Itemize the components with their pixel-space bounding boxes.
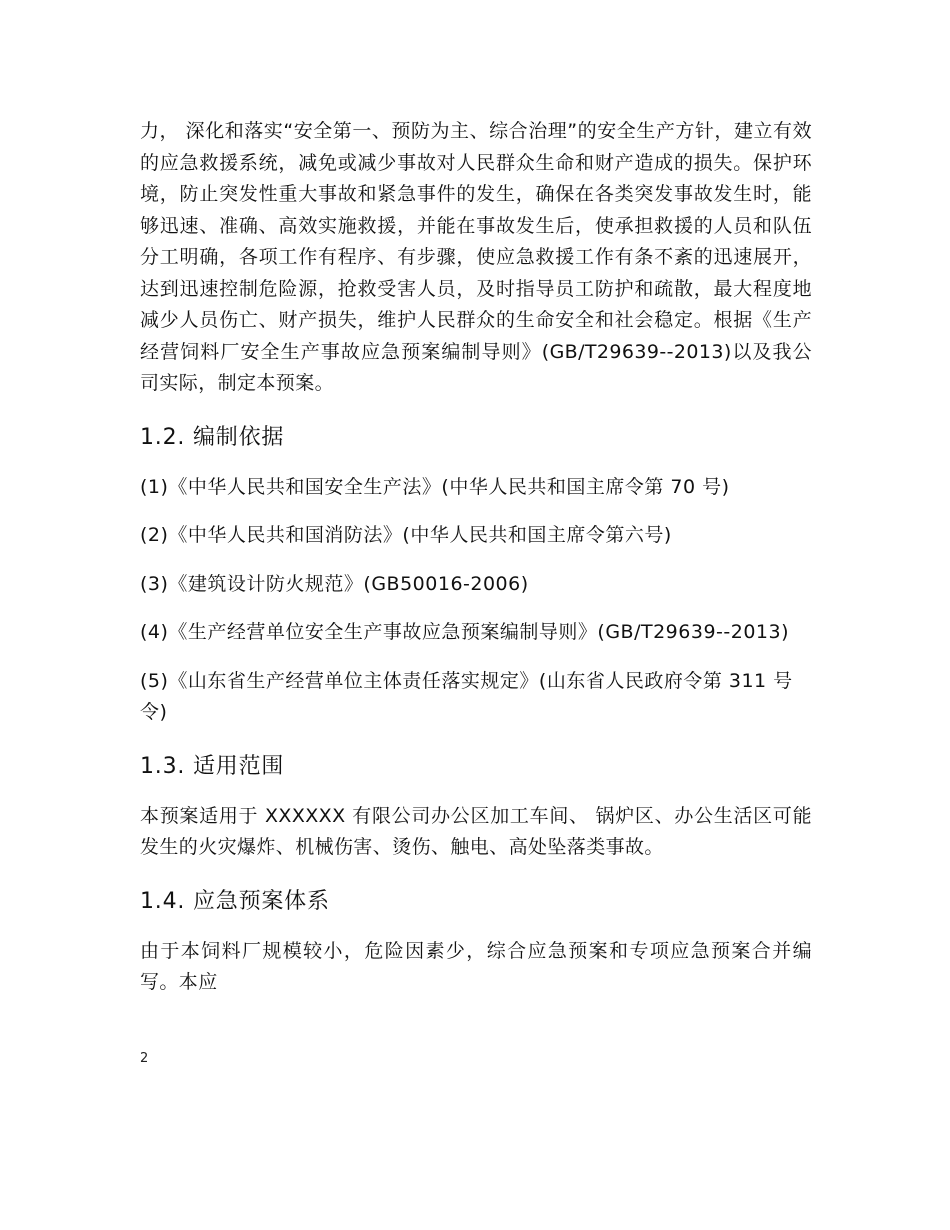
basis-item-1: (1)《中华人民共和国安全生产法》(中华人民共和国主席令第 70 号) xyxy=(140,475,730,498)
section-heading-scope: 1.3. 适用范围 xyxy=(140,753,285,779)
basis-item-4: (4)《生产经营单位安全生产事故应急预案编制导则》(GB/T29639--2013) xyxy=(140,621,790,643)
intro-paragraph: 力， 深化和落实“安全第一、预防为主、综合治理”的安全生产方针，建立有效的应急救援系统，减免或减少事故对人民群众生命和财产造成的损失。保护环境，防止突发性重大事故和紧急事件的发生，确保在各类突发事故发生时，能够迅速、准确、高效实施救援，并能在事故发生后，使承担救援的人员和队伍分工明确，各项工作有程序、有步骤，使应急救援工作有条不紊的迅速展开，达到迅速控制危险源，抢救受害人员，及时指导员工防护和疏散，最大程度地减少人员伤亡、财产损失，维护人民群众的生命安全和社会稳定。根据《生产经营饲料厂安全生产事故应急预案编制导则》(GB/T29639--2013)以及我公司实际，制定本预案。 xyxy=(140,120,812,394)
scope-paragraph: 本预案适用于 XXXXXX 有限公司办公区加工车间、 锅炉区、办公生活区可能发生的火灾爆炸、机械伤害、烫伤、触电、高处坠落类事故。 xyxy=(140,804,812,858)
document-body xyxy=(140,116,812,999)
page-number: 2 xyxy=(140,1051,149,1066)
basis-item-2: (2)《中华人民共和国消防法》(中华人民共和国主席令第六号) xyxy=(140,524,672,546)
basis-item-5: (5)《山东省生产经营单位主体责任落实规定》(山东省人民政府令第 311 号令) xyxy=(140,669,793,723)
basis-item-3: (3)《建筑设计防火规范》(GB50016-2006) xyxy=(140,572,529,595)
section-heading-basis: 1.2. 编制依据 xyxy=(140,424,285,450)
section-heading-system: 1.4. 应急预案体系 xyxy=(140,888,330,914)
system-paragraph: 由于本饲料厂规模较小，危险因素少，综合应急预案和专项应急预案合并编写。本应 xyxy=(140,939,812,993)
